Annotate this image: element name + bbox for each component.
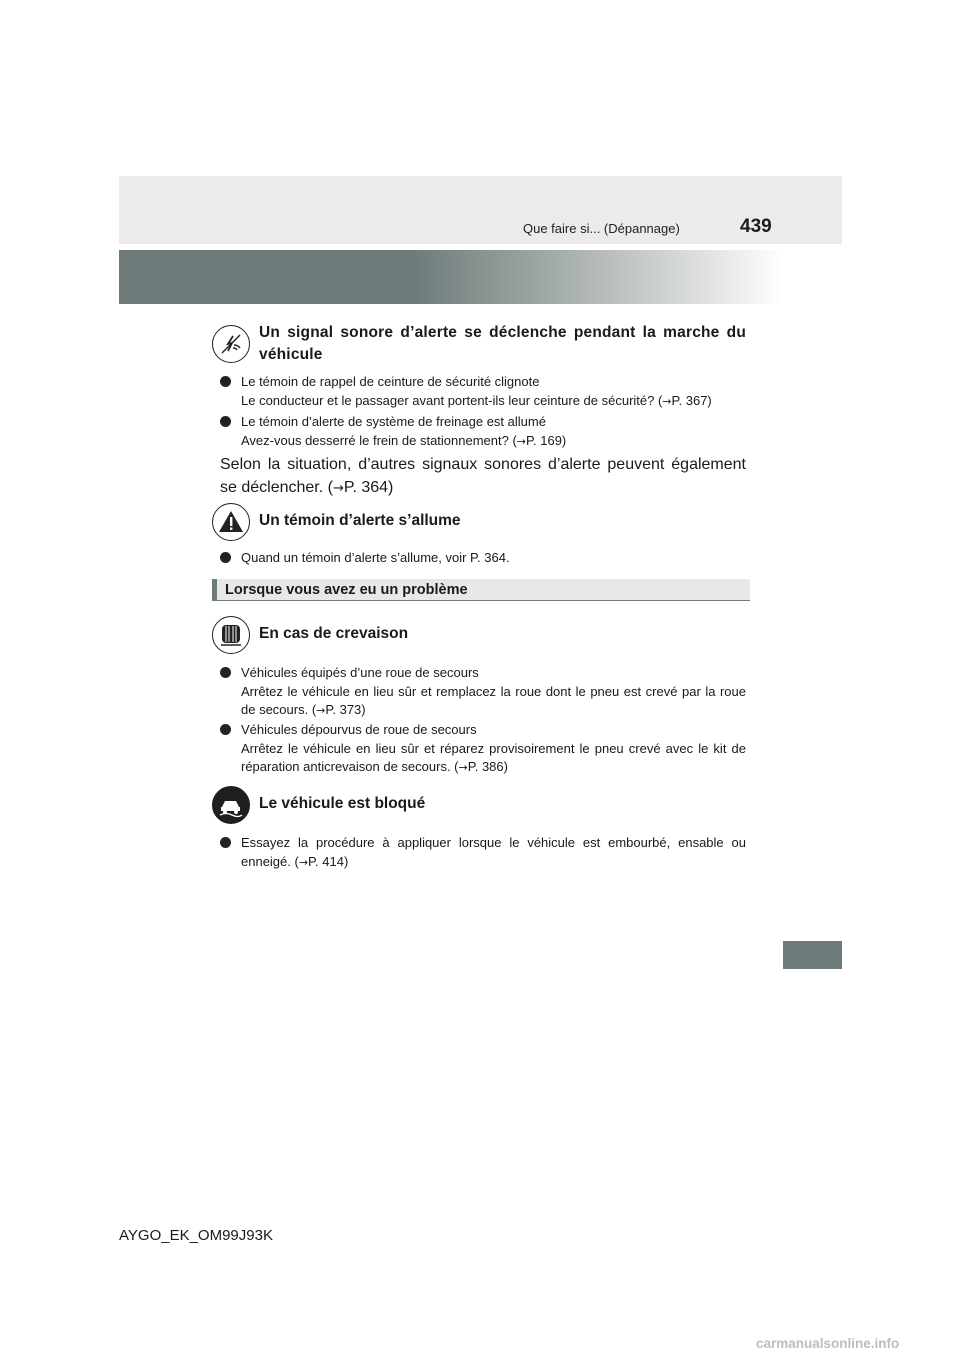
list-item: [241, 834, 746, 872]
bullet-text: Arrêtez le véhicule en lieu sûr et réparez provisoirement le pneu crevé avec le kit de réparation anticrevaison de secours. (→P. 386): [241, 740, 746, 774]
warning-light-section-title: Un témoin d’alerte s’allume: [259, 512, 461, 529]
buzzer-section-title: Un signal sonore d’alerte se déclenche pendant la marche du véhicule: [259, 324, 746, 363]
warning-triangle-icon: [212, 503, 250, 541]
list-item: [241, 721, 746, 778]
stuck-section-title: Le véhicule est bloqué: [259, 795, 426, 812]
page-reference: P. 373): [325, 702, 366, 717]
stuck-vehicle-icon: [212, 786, 250, 824]
chapter-thumb-tab: [783, 941, 842, 969]
list-item: [241, 413, 746, 451]
header-band: [119, 250, 784, 304]
bullet-dot: [220, 416, 231, 427]
watermark: carmanualsonline.info: [756, 1336, 900, 1351]
arrow-icon: →: [298, 855, 309, 869]
bullet-text: Avez-vous desserré le frein de stationnement? (→P. 169): [241, 432, 567, 448]
page-reference: P. 414): [308, 853, 349, 869]
bullet-dot: [220, 667, 231, 678]
document-code: AYGO_EK_OM99J93K: [119, 1227, 273, 1244]
list-item: [241, 549, 746, 568]
arrow-icon: →: [316, 704, 326, 717]
bullet-heading: Le témoin de rappel de ceinture de sécurité clignote: [241, 374, 540, 389]
arrow-icon: →: [516, 434, 527, 448]
buzzer-warning-icon: [212, 325, 250, 363]
bullet-dot: [220, 376, 231, 387]
bullet-dot: [220, 837, 231, 848]
subheader-label: Lorsque vous avez eu un problème: [225, 582, 468, 598]
bullet-heading: Véhicules équipés d’une roue de secours: [241, 665, 479, 680]
page-reference: P. 169): [526, 432, 567, 448]
bullet-heading: Véhicules dépourvus de roue de secours: [241, 722, 477, 737]
page-reference: P. 386): [467, 759, 508, 774]
flat-tire-section-title: En cas de crevaison: [259, 625, 409, 642]
page-reference: P. 367): [671, 392, 712, 408]
arrow-icon: →: [662, 394, 672, 408]
bullet-text: Essayez la procédure à appliquer lorsque le véhicule est embourbé, ensable ou enneigé. (→P. 414): [241, 835, 746, 869]
section-title: Que faire si... (Dépannage): [523, 221, 680, 236]
buzzer-paragraph: Selon la situation, d’autres signaux sonores d’alerte peuvent également se déclencher. (→P. 364): [220, 456, 746, 496]
bullet-dot: [220, 552, 231, 563]
arrow-icon: →: [332, 481, 344, 496]
problem-subheader: [212, 579, 750, 601]
list-item: [241, 664, 746, 721]
bullet-text: Le conducteur et le passager avant portent-ils leur ceinture de sécurité? (→P. 367): [241, 392, 712, 408]
header-bar: [119, 176, 842, 244]
arrow-icon: →: [458, 761, 468, 774]
bullet-dot: [220, 724, 231, 735]
list-item: [241, 373, 746, 411]
flat-tire-icon: [212, 616, 250, 654]
page-reference: P. 364): [343, 479, 394, 496]
page-number: 439: [740, 216, 772, 237]
bullet-text: Arrêtez le véhicule en lieu sûr et remplacez la roue dont le pneu est crevé par la roue de secours. (→P. 373): [241, 683, 746, 717]
bullet-heading: Le témoin d’alerte de système de freinage est allumé: [241, 414, 546, 429]
bullet-text: Quand un témoin d’alerte s’allume, voir P. 364.: [241, 550, 510, 565]
